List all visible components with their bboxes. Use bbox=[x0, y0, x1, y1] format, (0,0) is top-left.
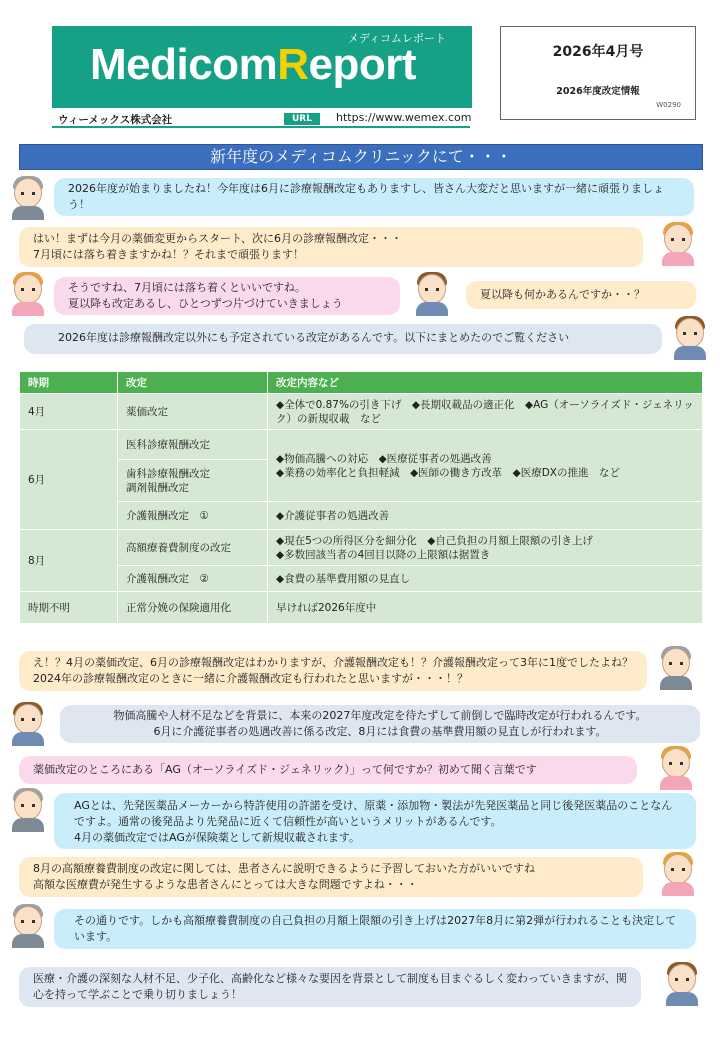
staff-avatar bbox=[658, 852, 698, 896]
revision-table bbox=[19, 371, 703, 624]
speech-line: 高額な医療費が発生するような患者さんにとっては大きな問題ですよね・・・ bbox=[33, 878, 418, 891]
period-cell: 8月 bbox=[20, 530, 118, 592]
speech-bubble-11: その通りです。しかも高額療養費制度の自己負担の月額上限額の引き上げは2027年8月に第2弾が行われることも決定しています。 bbox=[54, 909, 696, 949]
revision-cell bbox=[118, 460, 268, 502]
content-cell bbox=[268, 430, 703, 502]
revision-line: 歯科診療報酬改定 bbox=[126, 467, 210, 480]
speech-line: 夏以降も改定あるし、ひとつずつ片づけていきましょう bbox=[68, 297, 343, 310]
speech-line: 7月頃には落ち着きますかね！？それまで頑張ります！ bbox=[33, 248, 304, 261]
teacher-avatar bbox=[662, 962, 702, 1006]
logo-wordmark bbox=[90, 40, 416, 90]
header-revision: 改定 bbox=[118, 372, 268, 394]
logo-word-1: Medicom bbox=[90, 40, 278, 89]
content-line: ◆多数回該当者の4回目以降の上限額は据置き bbox=[276, 548, 491, 561]
staff-avatar bbox=[656, 746, 696, 790]
speech-bubble-8: 薬価改定のところにある「AG（オーソライズド・ジェネリック）」って何ですか？初めて聞く言葉です bbox=[19, 756, 637, 784]
table-row bbox=[20, 530, 703, 566]
speech-line: 物価高騰や人材不足などを背景に、本来の2027年度改定を待たずして前倒しで臨時改定が行われるんです。 bbox=[113, 709, 647, 722]
table-row bbox=[20, 566, 703, 592]
speech-bubble-7 bbox=[60, 705, 700, 743]
staff-avatar bbox=[412, 272, 452, 316]
period-cell: 6月 bbox=[20, 430, 118, 530]
speech-bubble-5: 2026年度は診療報酬改定以外にも予定されている改定があるんです。以下にまとめたのでご覧ください bbox=[24, 324, 662, 354]
content-cell: 早ければ2026年度中 bbox=[268, 592, 703, 624]
content-cell: ◆介護従事者の処遇改善 bbox=[268, 502, 703, 530]
revision-cell: 介護報酬改定 ① bbox=[118, 502, 268, 530]
staff-avatar bbox=[656, 646, 696, 690]
speech-bubble-4: 夏以降も何かあるんですか・・？ bbox=[466, 281, 696, 309]
logo-word-r: R bbox=[277, 40, 309, 89]
staff-avatar bbox=[8, 272, 48, 316]
url-badge: URL bbox=[284, 113, 320, 125]
teacher-avatar bbox=[670, 316, 710, 360]
company-url-link[interactable]: https://www.wemex.com bbox=[336, 111, 472, 124]
speech-bubble-6: え！？4月の薬価改定、6月の診療報酬改定はわかりますが、介護報酬改定も！？介護報酬改定って3年に1度でしたよね？ 2024年の診療報酬改定のときに一緒に介護報酬改定も行われたと思いますが・・・！？ bbox=[19, 651, 647, 691]
speech-bubble-12: 医療・介護の深刻な人材不足、少子化、高齢化など様々な要因を背景として制度も目まぐるしく変わっていきますが、関心を持って学ぶことで乗り切りましょう！ bbox=[19, 967, 641, 1007]
doctor-avatar bbox=[8, 904, 48, 948]
table-header-row bbox=[20, 372, 703, 394]
revision-cell: 医科診療報酬改定 bbox=[118, 430, 268, 460]
doctor-avatar bbox=[8, 176, 48, 220]
doctor-avatar bbox=[8, 788, 48, 832]
content-cell: ◆食費の基準費用額の見直し bbox=[268, 566, 703, 592]
table-row bbox=[20, 430, 703, 460]
issue-date: 2026年4月号 bbox=[552, 44, 644, 60]
speech-bubble-3 bbox=[54, 277, 400, 315]
content-cell: ◆全体で0.87%の引き下げ ◆長期収載品の適正化 ◆AG（オーソライズド・ジェネリック）の新規収載 など bbox=[268, 394, 703, 430]
company-name: ウィーメックス株式会社 bbox=[58, 114, 173, 126]
content-line: ◆現在5つの所得区分を細分化 ◆自己負担の月額上限額の引き上げ bbox=[276, 534, 593, 547]
speech-line: 8月の高額療養費制度の改定に関しては、患者さんに説明できるように予習しておいた方がいいですね bbox=[33, 862, 535, 875]
speech-bubble-9 bbox=[54, 793, 696, 849]
speech-bubble-2 bbox=[19, 227, 643, 267]
logo-word-2: eport bbox=[308, 40, 416, 89]
header-period: 時期 bbox=[20, 372, 118, 394]
logo bbox=[52, 26, 472, 108]
revision-cell: 介護報酬改定 ② bbox=[118, 566, 268, 592]
staff-avatar bbox=[658, 222, 698, 266]
header-content: 改定内容など bbox=[268, 372, 703, 394]
period-cell: 時期不明 bbox=[20, 592, 118, 624]
revision-cell: 正常分娩の保険適用化 bbox=[118, 592, 268, 624]
revision-cell: 高額療養費制度の改定 bbox=[118, 530, 268, 566]
teacher-avatar bbox=[8, 702, 48, 746]
content-line: ◆業務の効率化と負担軽減 ◆医師の働き方改革 ◆医療DXの推進 など bbox=[276, 466, 621, 479]
issue-box bbox=[500, 26, 696, 120]
speech-bubble-1: 2026年度が始まりましたね！今年度は6月に診療報酬改定もありますし、皆さん大変だと思いますが一緒に頑張りましょう！ bbox=[54, 178, 694, 216]
content-line: ◆物価高騰への対応 ◆医療従事者の処遇改善 bbox=[276, 452, 492, 465]
table-row bbox=[20, 394, 703, 430]
table-row bbox=[20, 502, 703, 530]
revision-line: 調剤報酬改定 bbox=[126, 481, 189, 494]
speech-line: 4月の薬価改定ではAGが保険薬として新規収載されます。 bbox=[74, 831, 360, 844]
speech-line: AGとは、先発医薬品メーカーから特許使用の許諾を受け、原薬・添加物・製法が先発医薬品と同じ後発医薬品のことなんですよ。通常の後発品より先発品に近くて信頼性が高いというメリットがあるんです。 bbox=[74, 799, 673, 828]
issue-topic: 2026年度改定情報 bbox=[556, 86, 640, 97]
period-cell: 4月 bbox=[20, 394, 118, 430]
speech-line: 6月に介護従事者の処遇改善に係る改定、8月には食費の基準費用額の見直しが行われます。 bbox=[153, 725, 607, 738]
table-row bbox=[20, 592, 703, 624]
speech-bubble-10 bbox=[19, 857, 643, 897]
content-cell bbox=[268, 530, 703, 566]
revision-cell: 薬価改定 bbox=[118, 394, 268, 430]
logo-subtitle: メディコムレポート bbox=[347, 32, 446, 45]
page-title: 新年度のメディコムクリニックにて・・・ bbox=[19, 144, 703, 170]
header-divider bbox=[52, 126, 470, 128]
speech-line: はい！まずは今月の薬価変更からスタート、次に6月の診療報酬改定・・・ bbox=[33, 232, 403, 245]
speech-line: そうですね、7月頃には落ち着くといいですね。 bbox=[68, 281, 306, 294]
document-code: W0290 bbox=[656, 101, 681, 109]
